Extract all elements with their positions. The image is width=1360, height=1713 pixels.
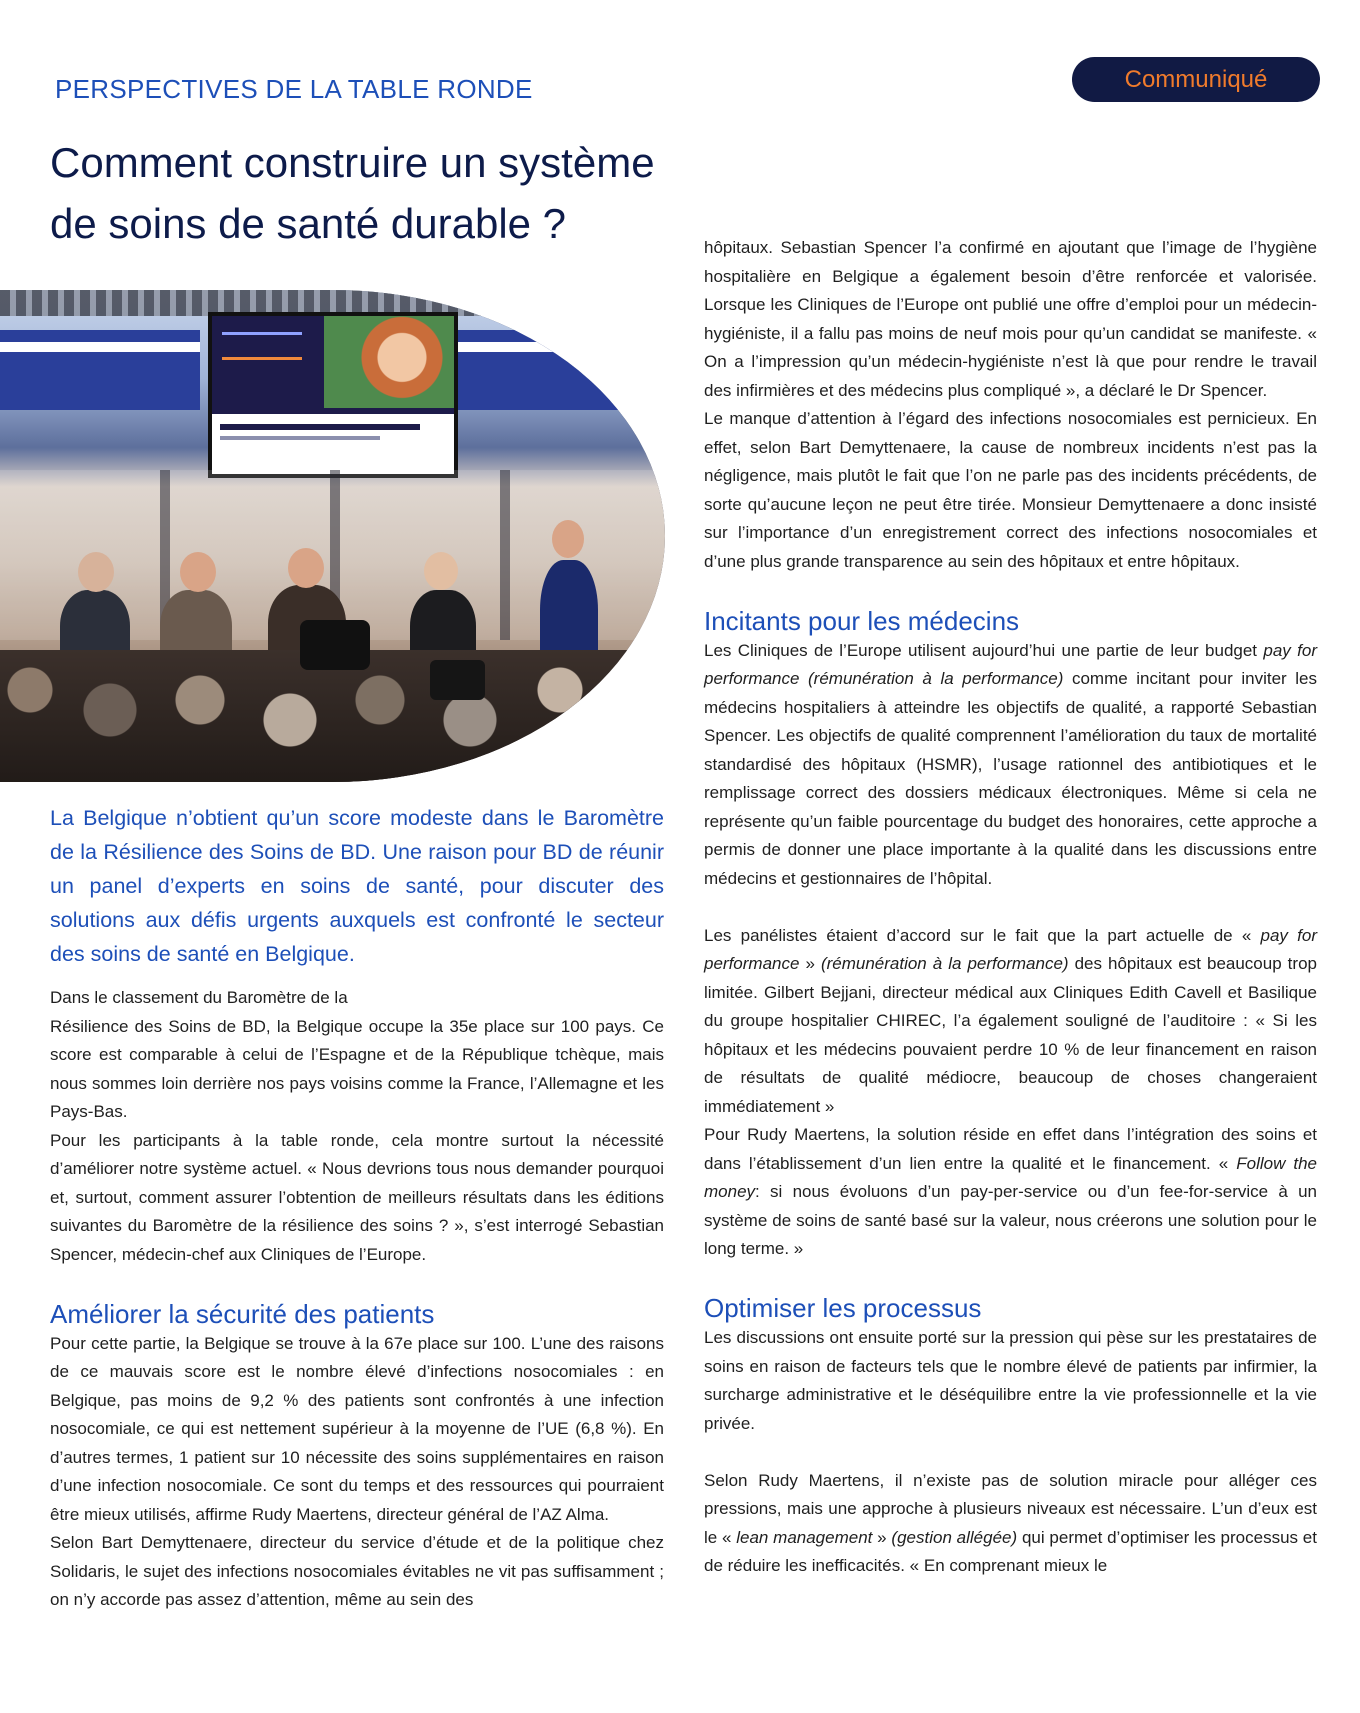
paragraph-panelists: Les panélistes étaient d’accord sur le fait que la part actuelle de « pay for performance » (rémunération à la performance) des hôpitaux est beaucoup trop limitée. Gilbert Bejjani, directeur médical aux Cliniques Edith Cavell et Basilique du groupe hospitalier CHIREC, l’a également souligné de l’auditoire : « Si les hôpitaux et les médecins pouvaient perdre 10 % de leur financement en raison de résultats de qualité médiocre, beaucoup de choses changeraient immédiatement » [704, 925, 1317, 1116]
paragraph-pressure: Les discussions ont ensuite porté sur la pression qui pèse sur les prestataires de soins en raison de facteurs tels que le nombre élevé de patients par infirmier, la surcharge administrative et le déséquilibre entre la vie professionnelle et la vie privée. [704, 1328, 1317, 1433]
heading-patient-safety: Améliorer la sécurité des patients [50, 1298, 435, 1329]
section-kicker: PERSPECTIVES DE LA TABLE RONDE [55, 74, 533, 104]
paragraph-pay-for-performance: Les Cliniques de l’Europe utilisent aujourd’hui une partie de leur budget pay for performance (rémunération à la performance) comme incitant pour inviter les médecins hospitaliers à atteindre les objectifs de qualité, a rapporté Sebastian Spencer. Les objectifs de qualité comprennent l’amélioration du taux de mortalité standardisé des hôpitaux (HSMR), l’usage rationnel des antibiotiques et le remplissage correct des dossiers médicaux électroniques. Même si cela ne représente qu’un faible pourcentage du budget des honoraires, cette approche a permis de donner une place importante à la qualité dans les discussions entre médecins et gestionnaires de l’hôpital. [704, 640, 1317, 888]
paragraph-intro: Résilience des Soins de BD, la Belgique occupe la 35e place sur 100 pays. Ce score est comparable à celui de l’Espagne et de la République tchèque, mais nous sommes loin derrière nos pays voisins comme la France, l’Allemagne et les Pays-Bas. [50, 1016, 664, 1121]
paragraph-demyttenaere: Selon Bart Demyttenaere, directeur du service d’étude et de la politique chez Solidaris, le sujet des infections nosocomiales évitables ne vit pas suffisamment ; on n’y accorde pas assez d’attention, même au sein des [50, 1533, 664, 1609]
paragraph-attention: Le manque d’attention à l’égard des infections nosocomiales est pernicieux. En effet, selon Bart Demyttenaere, la cause de nombreux incidents n’est pas la négligence, mais plutôt le fait que l’on ne parle pas des incidents précédents, de sorte qu’aucune leçon ne peut être tirée. Monsieur Demyttenaere a donc insisté sur l’importance d’un enregistrement correct des infections nosocomiales et d’une plus grande transparence au sein des hôpitaux et entre hôpitaux. [704, 409, 1317, 571]
heading-optimize-processes: Optimiser les processus [704, 1293, 982, 1323]
column-right [704, 234, 1317, 1581]
panel-discussion-photo [0, 290, 665, 782]
communique-badge: Communiqué [1072, 57, 1320, 102]
paragraph-follow-the-money: Pour Rudy Maertens, la solution réside en effet dans l’intégration des soins et dans l’établissement d’un lien entre la qualité et le financement. « Follow the money: si nous évoluons d’un pay-per-service ou d’un fee-for-service à un système de soins de santé basé sur la valeur, nous créerons une solution pour le long terme. » [704, 1125, 1317, 1258]
article-title [50, 132, 710, 254]
paragraph-hygiene: hôpitaux. Sebastian Spencer l’a confirmé en ajoutant que l’image de l’hygiène hospitalière en Belgique a également besoin d’être renforcée et valorisée. Lorsque les Cliniques de l’Europe ont publié une offre d’emploi pour un médecin-hygiéniste, il a fallu pas moins de neuf mois pour qu’un candidat se manifeste. « On a l’impression qu’un médecin-hygiéniste n’est là que pour rendre le travail des infirmières et des médecins plus compliqué », a déclaré le Dr Spencer. [704, 238, 1317, 400]
heading-incentives: Incitants pour les médecins [704, 605, 1020, 636]
article-lede: La Belgique n’obtient qu’un score modeste dans le Baromètre de la Résilience des Soins de BD. Une raison pour BD de réunir un panel d’experts en soins de santé, pour discuter des solutions aux défis urgents auxquels est confronté le secteur des soins de santé en Belgique. [50, 806, 664, 966]
paragraph-infections: Pour cette partie, la Belgique se trouve à la 67e place sur 100. L’une des raisons de ce mauvais score est le nombre élevé d’infections nosocomiales : en Belgique, pas moins de 9,2 % des patients sont confrontés à une infection nosocomiale, ce qui est nettement supérieur à la moyenne de l’UE (6,8 %). En d’autres termes, 1 patient sur 10 nécessite des soins supplémentaires en raison d’une infection nosocomiale. Ce sont du temps et des ressources qui pourraient être mieux utilisés, affirme Rudy Maertens, directeur général de l’AZ Alma. [50, 1333, 664, 1524]
title-line-1: Comment construire un système [50, 139, 655, 186]
paragraph-roundtable: Pour les participants à la table ronde, cela montre surtout la nécessité d’améliorer notre système actuel. « Nous devrions tous nous demander pourquoi et, surtout, comment assurer l’obtention de meilleurs résultats dans les éditions suivantes du Baromètre de la résilience des soins ? », s’est interrogé Sebastian Spencer, médecin-chef aux Cliniques de l’Europe. [50, 1130, 664, 1264]
paragraph-lean-management: Selon Rudy Maertens, il n’existe pas de solution miracle pour alléger ces pressions, mais une approche à plusieurs niveaux est nécessaire. L’un d’eux est le « lean management » (gestion allégée) qui permet d’optimiser les processus et de réduire les inefficacités. « En comprenant mieux le [704, 1470, 1317, 1575]
column-left [50, 984, 664, 1615]
presentation-screen [208, 312, 458, 478]
title-line-2: de soins de santé durable ? [50, 200, 567, 247]
paragraph-intro-line: Dans le classement du Baromètre de la [50, 988, 348, 1007]
